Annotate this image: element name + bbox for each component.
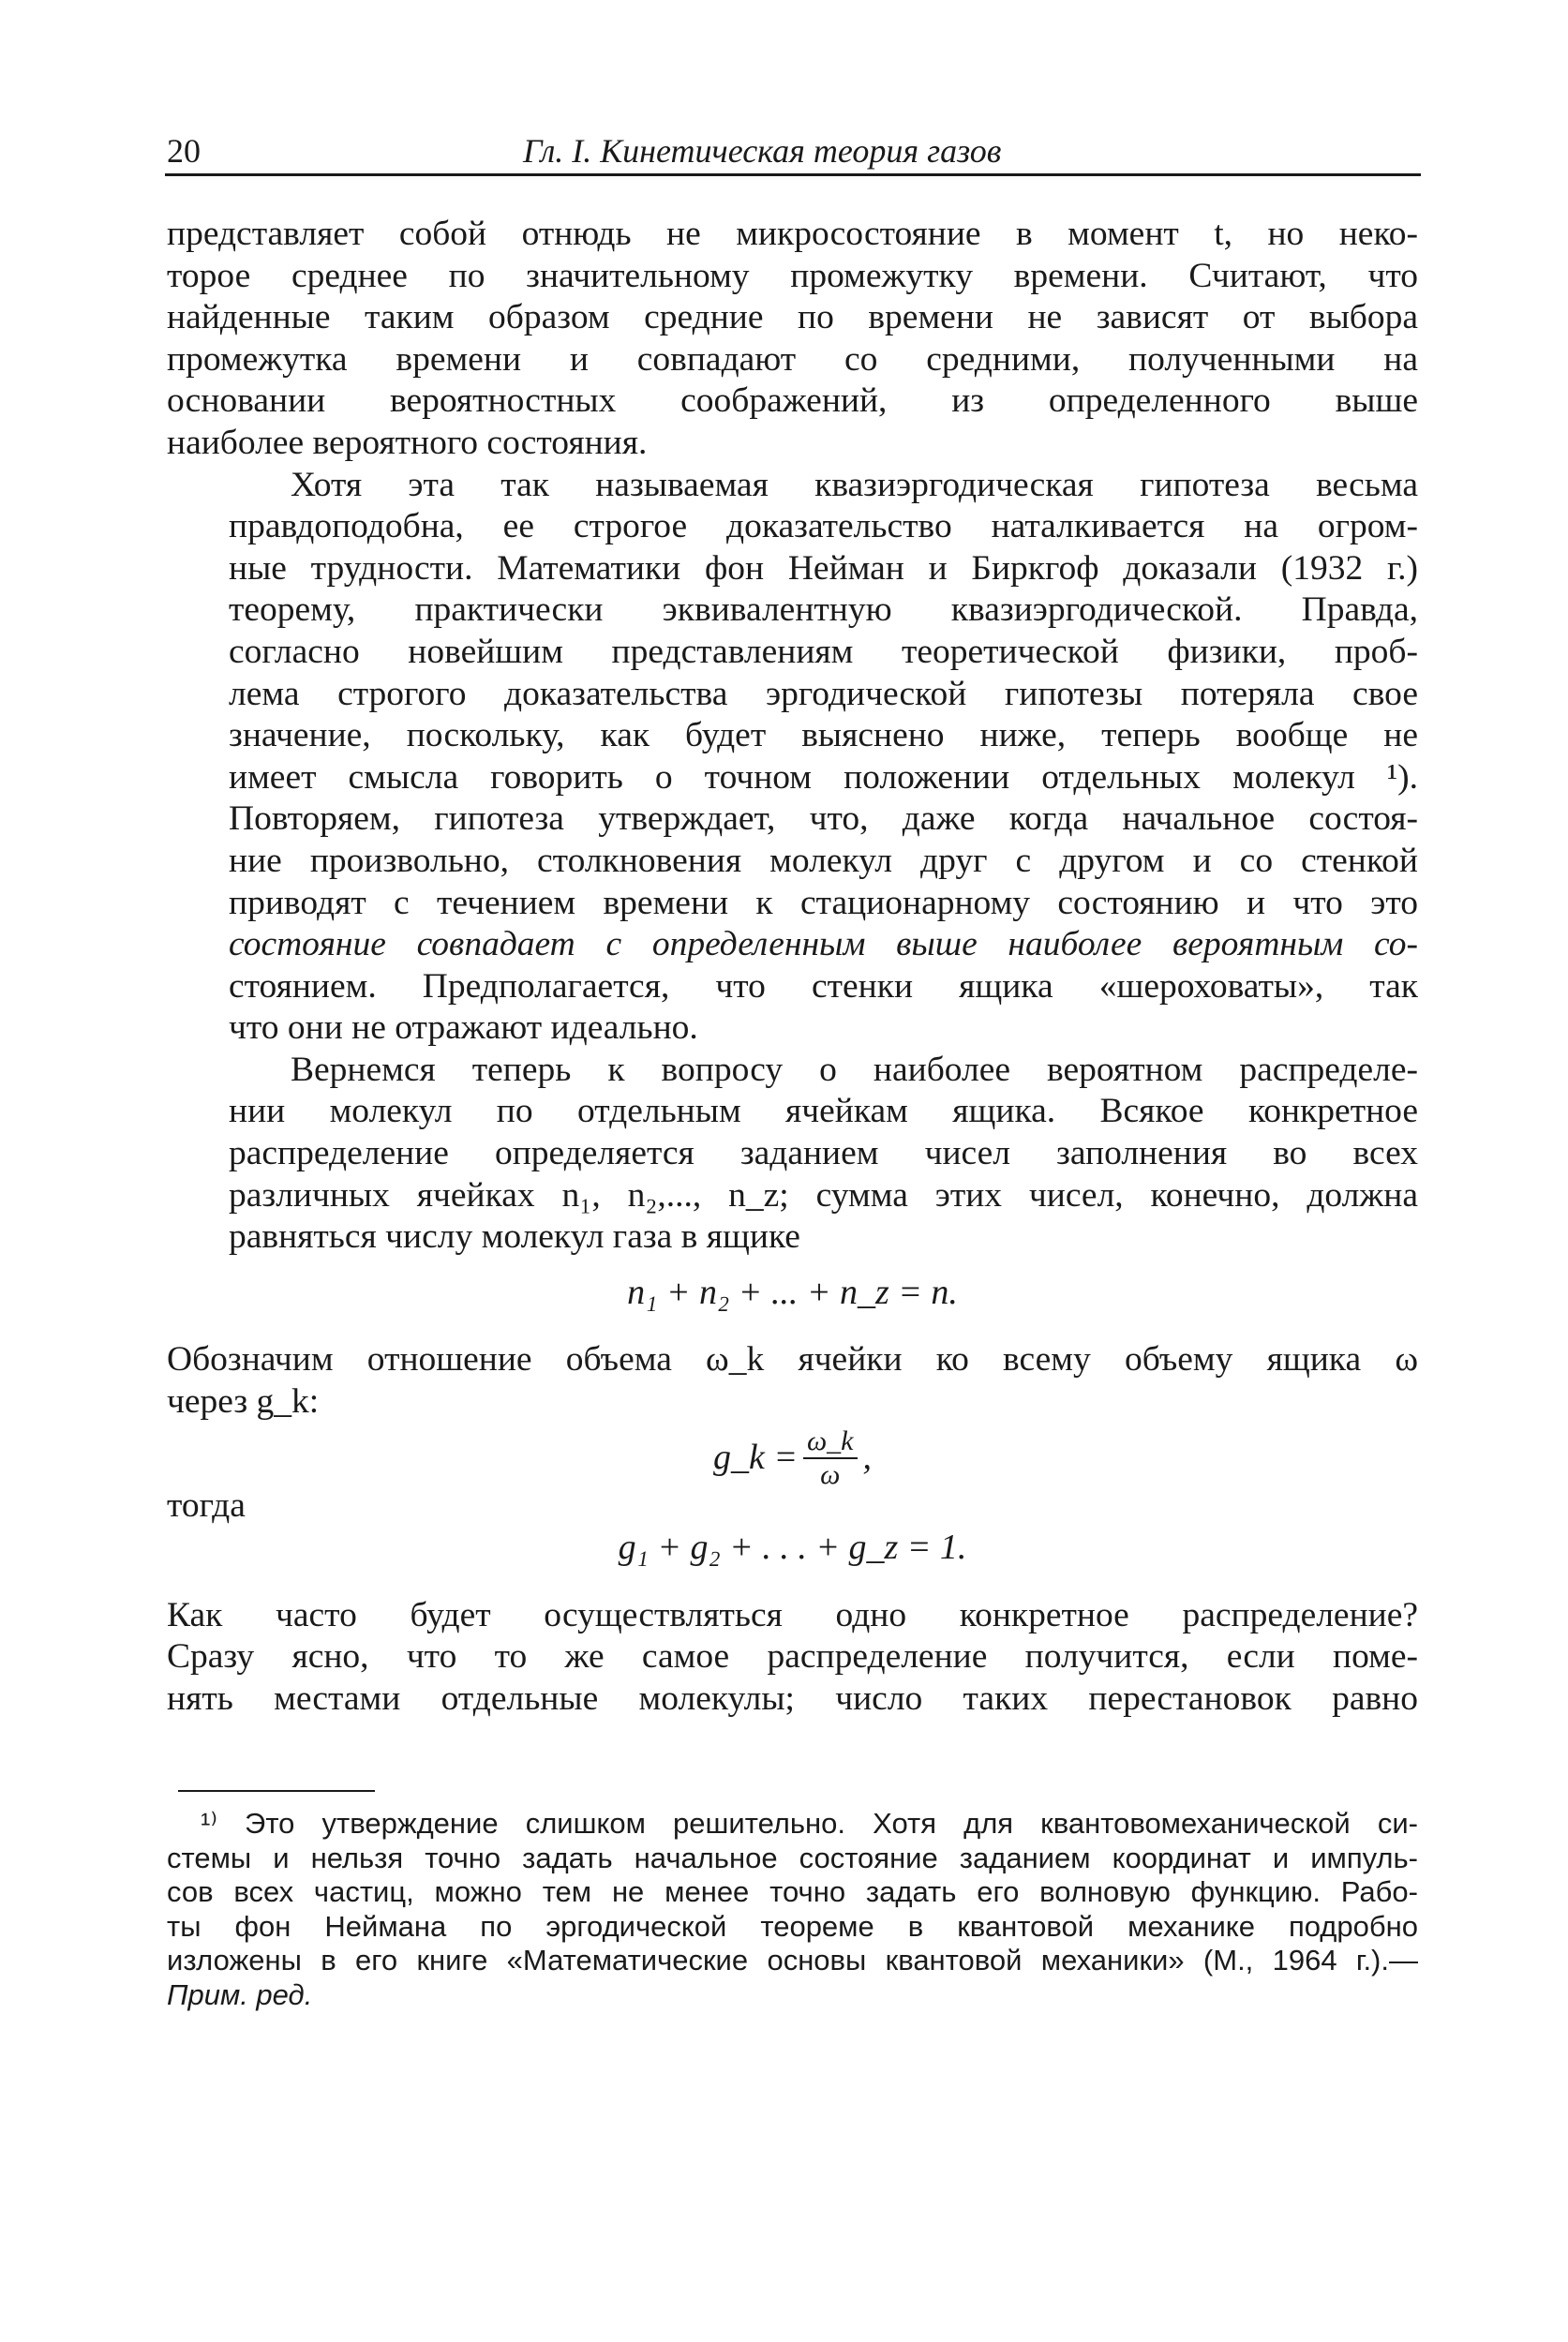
main-text bbox=[167, 214, 1418, 1721]
paragraph-5 bbox=[167, 1595, 1418, 1721]
text-line: промежутка времени и совпадают со средними, полученными на bbox=[167, 339, 1418, 379]
text-line: ные трудности. Математики фон Нейман и Биркгоф доказали (1932 г.) bbox=[229, 548, 1418, 588]
formula-sum-n: n₁ + n₂ + ... + n_z = n. bbox=[627, 1272, 958, 1312]
text-togda: тогда bbox=[167, 1485, 246, 1525]
text-line: теорему, практически эквивалентную квазиэргодической. Правда, bbox=[229, 590, 1418, 630]
text-line: состояние совпадает с определенным выше наиболее вероятным со- bbox=[229, 925, 1418, 964]
formula-gk-tail: , bbox=[862, 1438, 872, 1478]
text-line: значение, поскольку, как будет выяснено ниже, теперь вообще не bbox=[229, 716, 1418, 755]
text-line: найденные таким образом средние по времени не зависят от выбора bbox=[167, 298, 1418, 337]
text-line: ние произвольно, столкновения молекул друг с другом и со стенкой bbox=[229, 841, 1418, 880]
text-line: торое среднее по значительному промежутку времени. Считают, что bbox=[167, 256, 1418, 295]
text-line: Сразу ясно, что то же самое распределение получится, если поме- bbox=[167, 1637, 1418, 1677]
paragraph-3 bbox=[167, 1050, 1418, 1259]
formula-gk bbox=[167, 1425, 1418, 1491]
fraction-denominator: ω bbox=[820, 1458, 841, 1490]
text-line: через g_k: bbox=[167, 1382, 320, 1422]
footnote-rule bbox=[178, 1790, 375, 1792]
text-line: стоянием. Предполагается, что стенки ящика «шероховаты», так bbox=[229, 966, 1418, 1006]
paragraph-4 bbox=[167, 1339, 1418, 1423]
text-line: нять местами отдельные молекулы; число таких перестановок равно bbox=[167, 1679, 1418, 1718]
fraction-numerator: ω_k bbox=[803, 1425, 858, 1459]
text-line: различных ячейках n₁, n₂,..., n_z; сумма этих чисел, конечно, должна bbox=[229, 1175, 1418, 1215]
text-line: имеет смысла говорить о точном положении отдельных молекул ¹). bbox=[229, 757, 1418, 797]
footnote-line: изложены в его книге «Математические основы квантовой механики» (М., 1964 г.).— bbox=[167, 1944, 1418, 1977]
text-line: Хотя эта так называемая квазиэргодическая гипотеза весьма bbox=[291, 465, 1418, 504]
footnote-line: ты фон Неймана по эргодической теореме в квантовой механике подробно bbox=[167, 1909, 1418, 1943]
text-line: наиболее вероятного состояния. bbox=[167, 423, 648, 462]
text-line: представляет собой отнюдь не микросостояние в момент t, но неко- bbox=[167, 215, 1418, 253]
footnote bbox=[167, 1807, 1418, 2012]
running-title: Гл. I. Кинетическая теория газов bbox=[523, 132, 1002, 170]
text-line: правдоподобна, ее строгое доказательство наталкивается на огром- bbox=[229, 507, 1418, 546]
text-line: лема строгого доказательства эргодической гипотезы потеряла свое bbox=[229, 674, 1418, 713]
header-rule bbox=[165, 173, 1421, 176]
formula-gk-lhs: g_k = bbox=[712, 1438, 798, 1478]
text-line: равняться числу молекул газа в ящике bbox=[229, 1217, 800, 1257]
footnote-line: стемы и нельзя точно задать начальное состояние заданием координат и импуль- bbox=[167, 1841, 1418, 1874]
fraction bbox=[803, 1425, 858, 1491]
footnote-line: ¹⁾ Это утверждение слишком решительно. Хотя для квантовомеханической си- bbox=[201, 1807, 1418, 1840]
text-line: Вернемся теперь к вопросу о наиболее вероятном распределе- bbox=[291, 1050, 1418, 1089]
text-line: согласно новейшим представлениям теоретической физики, проб- bbox=[229, 632, 1418, 671]
paragraph-1 bbox=[167, 214, 1418, 465]
text-line: распределение определяется заданием чисел заполнения во всех bbox=[229, 1134, 1418, 1173]
page-number: 20 bbox=[167, 132, 201, 170]
text-line: нии молекул по отдельным ячейкам ящика. Всякое конкретное bbox=[229, 1092, 1418, 1131]
text-line: Повторяем, гипотеза утверждает, что, даже когда начальное состоя- bbox=[229, 799, 1418, 839]
text-line: что они не отражают идеально. bbox=[229, 1008, 698, 1048]
paragraph-2 bbox=[167, 465, 1418, 1050]
text-line: основании вероятностных соображений, из определенного выше bbox=[167, 381, 1418, 421]
text-line: Обозначим отношение объема ω_k ячейки ко всему объему ящика ω bbox=[167, 1340, 1418, 1380]
footnote-line: Прим. ред. bbox=[167, 1977, 313, 2011]
text-line: Как часто будет осуществляться одно конкретное распределение? bbox=[167, 1595, 1418, 1634]
footnote-line: сов всех частиц, можно тем не менее точно задать его волновую функцию. Рабо- bbox=[167, 1875, 1418, 1908]
page-header bbox=[167, 131, 1418, 171]
formula-sum-g: g₁ + g₂ + . . . + g_z = 1. bbox=[618, 1528, 967, 1568]
text-line: приводят с течением времени к стационарному состоянию и что это bbox=[229, 883, 1418, 922]
